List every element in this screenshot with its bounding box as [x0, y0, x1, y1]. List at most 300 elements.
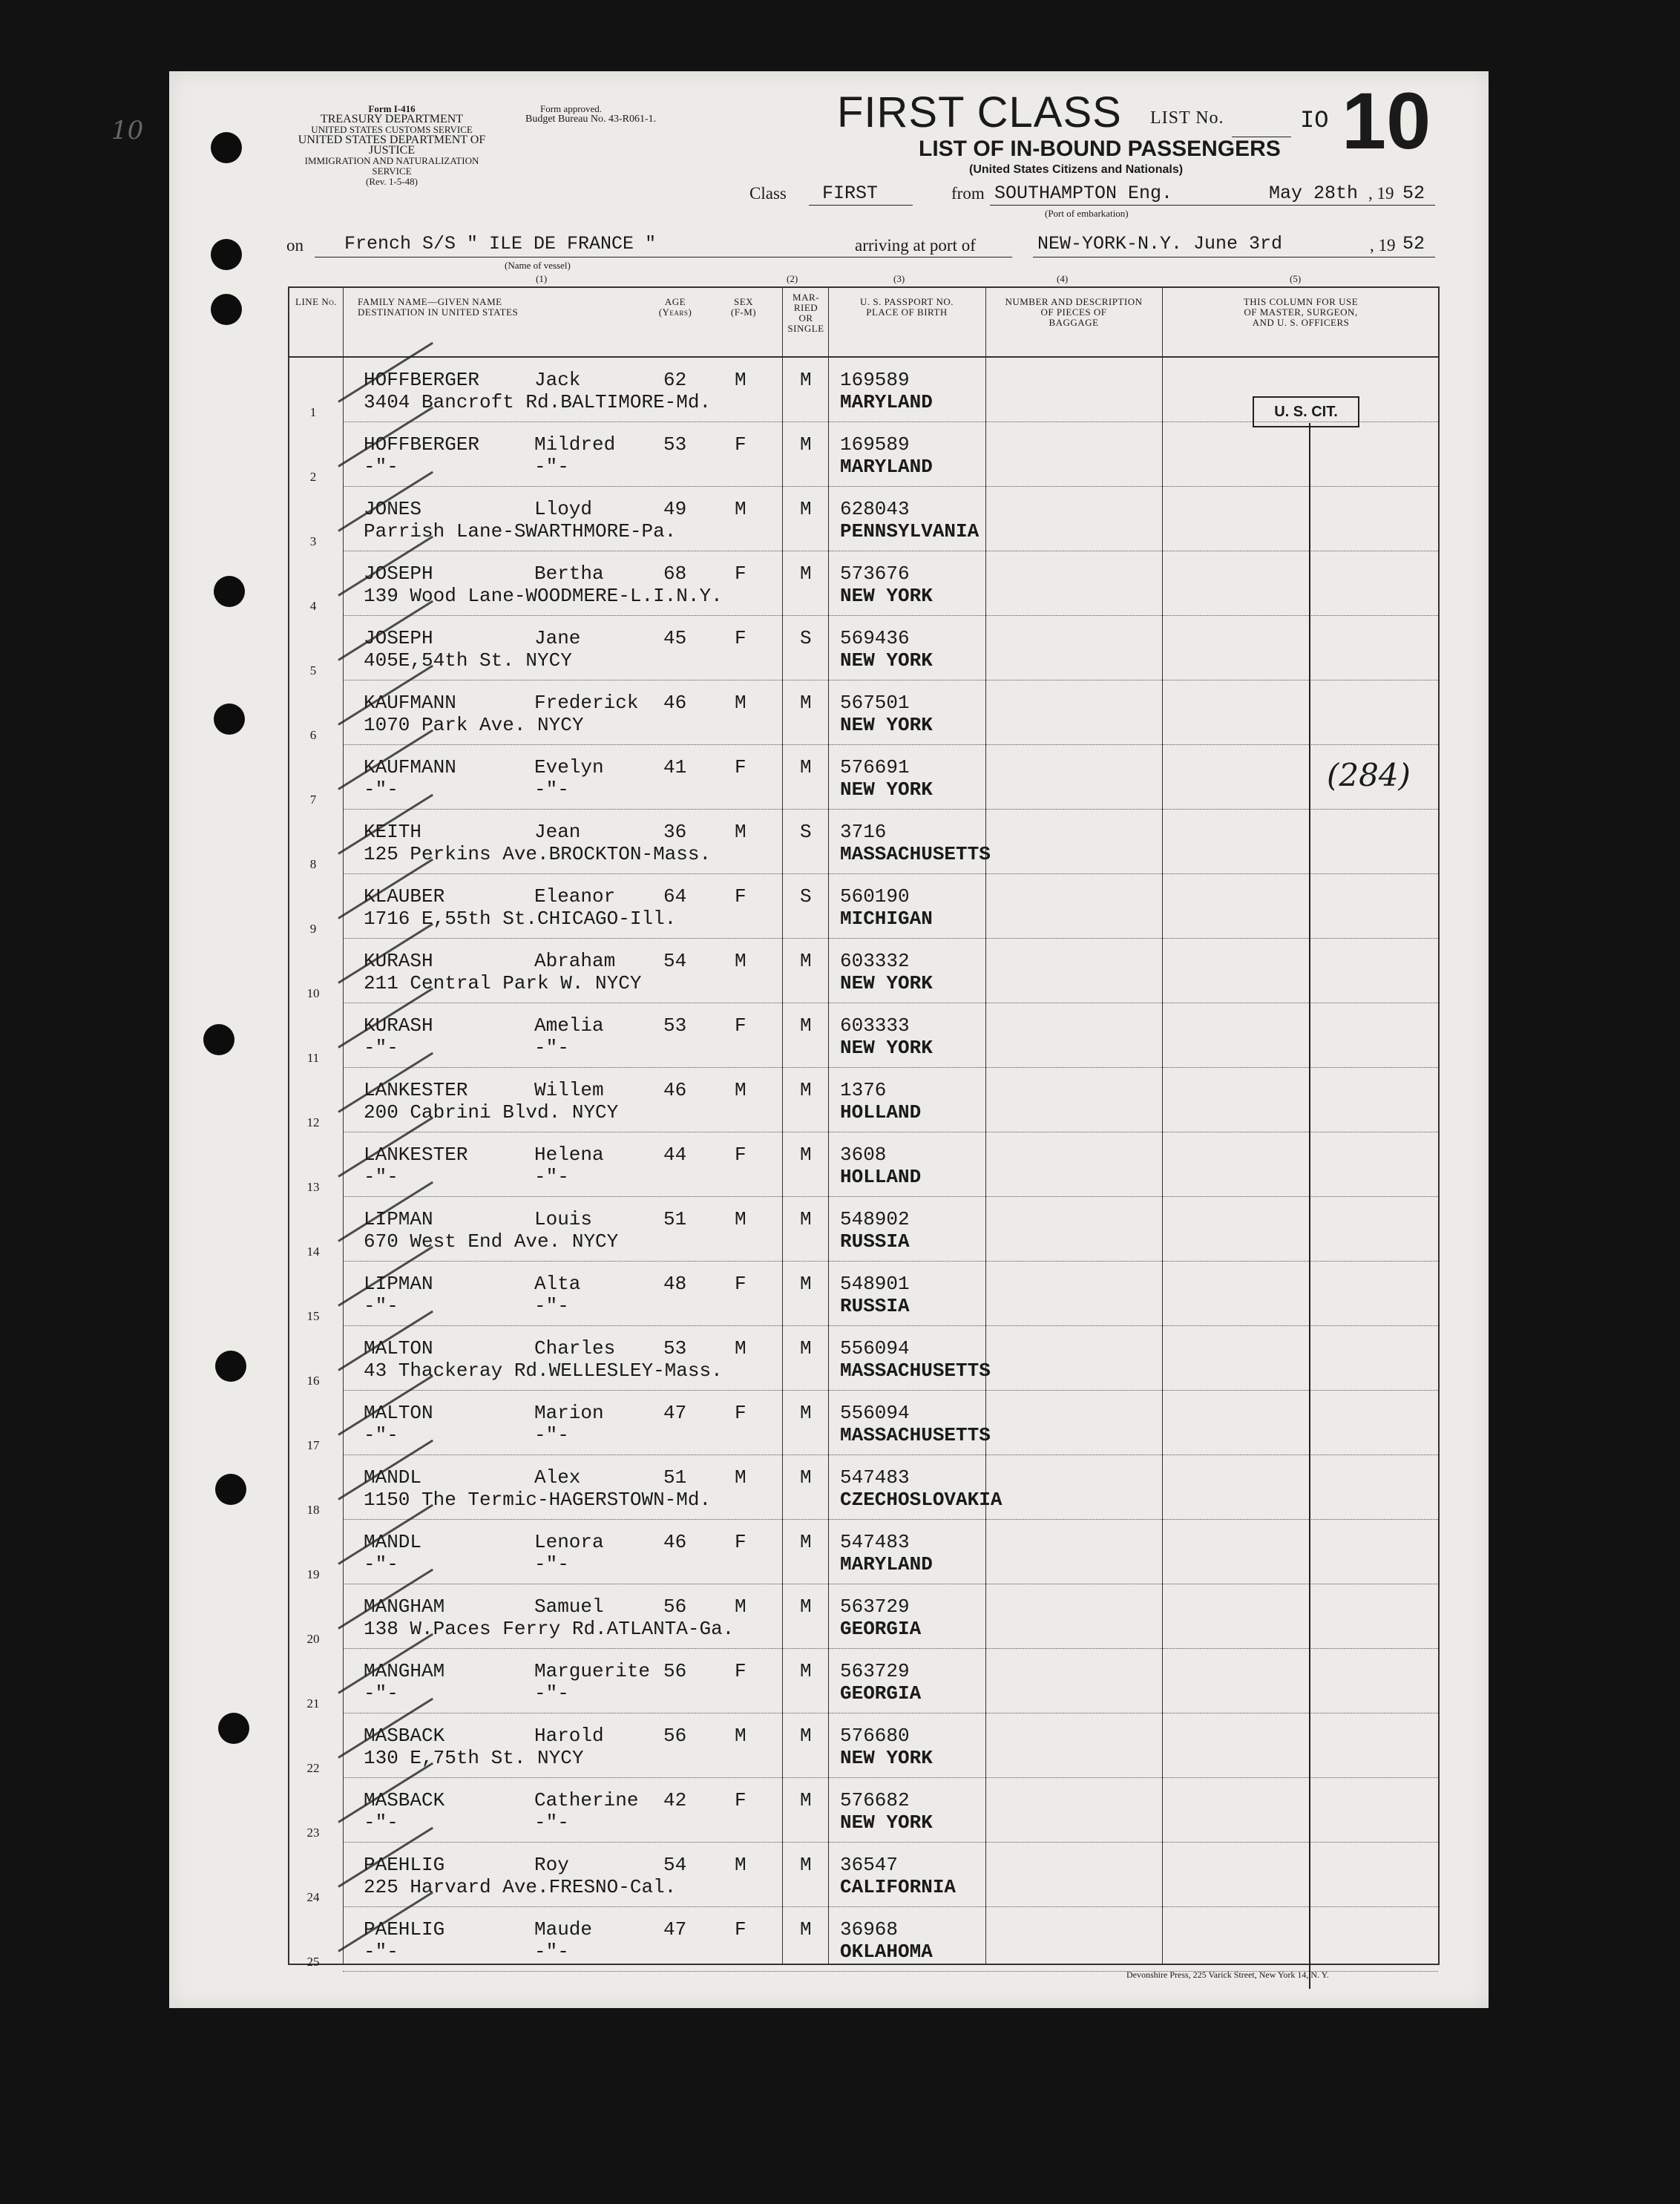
- row-sex: F: [735, 1789, 747, 1811]
- row-marital: M: [800, 1789, 812, 1811]
- row-passport: 547483: [840, 1531, 910, 1553]
- row-given-name: Mildred: [534, 433, 616, 456]
- row-given-name: Lloyd: [534, 498, 593, 520]
- row-marital: M: [800, 1208, 812, 1230]
- punch-hole: [214, 703, 245, 735]
- row-passport: 603333: [840, 1014, 910, 1037]
- row-line-number: 11: [306, 1051, 320, 1065]
- row-line-number: 19: [306, 1567, 320, 1581]
- table-row: [289, 1132, 1438, 1197]
- row-sex: M: [735, 1079, 747, 1101]
- vessel-rule: [315, 257, 1012, 258]
- row-age: 64: [663, 885, 687, 908]
- row-sex: F: [735, 1402, 747, 1424]
- row-birthplace: NEW YORK: [840, 585, 933, 607]
- row-given-name: Alta: [534, 1273, 581, 1295]
- row-destination: -"-: [364, 1682, 398, 1705]
- row-family-name: JONES: [364, 498, 422, 520]
- from-rule: [990, 205, 1435, 206]
- table-row: [289, 422, 1438, 487]
- row-family-name: MALTON: [364, 1402, 433, 1424]
- row-sex: M: [735, 1208, 747, 1230]
- row-given-ditto: -"-: [534, 1424, 569, 1446]
- table-row: [289, 1843, 1438, 1907]
- class-rule: [809, 205, 913, 206]
- row-sex: M: [735, 1595, 747, 1618]
- embarkation-date: May 28th: [1269, 183, 1359, 204]
- row-age: 46: [663, 692, 687, 714]
- row-age: 53: [663, 1014, 687, 1037]
- form-approved: Form approved.: [540, 103, 603, 114]
- punch-hole: [218, 1713, 249, 1744]
- row-line-number: 5: [309, 663, 317, 678]
- row-marital: M: [800, 950, 812, 972]
- row-age: 68: [663, 563, 687, 585]
- row-passport: 547483: [840, 1466, 910, 1489]
- row-marital: M: [800, 1660, 812, 1682]
- row-line-number: 8: [309, 857, 317, 871]
- table-row: [289, 1520, 1438, 1584]
- header-name: FAMILY NAME—GIVEN NAME DESTINATION IN UNITED STATES: [358, 296, 519, 318]
- row-birthplace: GEORGIA: [840, 1682, 922, 1705]
- row-family-name: MANGHAM: [364, 1660, 445, 1682]
- row-given-ditto: -"-: [534, 1166, 569, 1188]
- row-family-name: HOFFBERGER: [364, 433, 480, 456]
- row-destination: -"-: [364, 1553, 398, 1575]
- row-sex: F: [735, 885, 747, 908]
- row-destination: 670 West End Ave. NYCY: [364, 1230, 619, 1253]
- row-birthplace: MASSACHUSETTS: [840, 1424, 991, 1446]
- row-passport: 628043: [840, 498, 910, 520]
- class-label: Class: [749, 184, 787, 203]
- row-sex: M: [735, 1725, 747, 1747]
- col-number-1: (1): [536, 273, 548, 284]
- row-birthplace: CALIFORNIA: [840, 1876, 957, 1898]
- row-given-ditto: -"-: [534, 1037, 569, 1059]
- vessel-caption: (Name of vessel): [505, 260, 571, 271]
- row-family-name: MASBACK: [364, 1725, 445, 1747]
- row-family-name: KAUFMANN: [364, 692, 456, 714]
- row-destination: -"-: [364, 1424, 398, 1446]
- row-family-name: JOSEPH: [364, 627, 433, 649]
- row-passport: 563729: [840, 1660, 910, 1682]
- header-passport: U. S. PASSPORT NO. PLACE OF BIRTH: [860, 296, 954, 318]
- row-sex: F: [735, 563, 747, 585]
- arrival-port-date: NEW-YORK-N.Y. June 3rd: [1037, 233, 1283, 255]
- table-row: [289, 939, 1438, 1003]
- row-given-name: Abraham: [534, 950, 616, 972]
- row-marital: M: [800, 369, 812, 391]
- row-family-name: JOSEPH: [364, 563, 433, 585]
- list-number-prefix: IO: [1300, 107, 1329, 134]
- row-line-number: 21: [306, 1696, 320, 1711]
- row-birthplace: NEW YORK: [840, 972, 933, 994]
- row-given-name: Bertha: [534, 563, 604, 585]
- row-line-number: 23: [306, 1826, 320, 1840]
- table-row: [289, 1907, 1438, 1972]
- row-passport: 563729: [840, 1595, 910, 1618]
- row-birthplace: MASSACHUSETTS: [840, 843, 991, 865]
- row-given-name: Samuel: [534, 1595, 604, 1618]
- row-destination: 139 Wood Lane-WOODMERE-L.I.N.Y.: [364, 585, 723, 607]
- row-birthplace: NEW YORK: [840, 1747, 933, 1769]
- punch-hole: [215, 1351, 246, 1382]
- row-line-number: 10: [306, 986, 320, 1000]
- row-given-name: Jane: [534, 627, 581, 649]
- row-destination: 125 Perkins Ave.BROCKTON-Mass.: [364, 843, 712, 865]
- row-marital: S: [800, 627, 812, 649]
- row-family-name: MANDL: [364, 1466, 422, 1489]
- row-line-number: 20: [306, 1632, 320, 1646]
- table-row: [289, 680, 1438, 745]
- row-sex: M: [735, 1337, 747, 1360]
- row-family-name: LIPMAN: [364, 1273, 433, 1295]
- row-age: 49: [663, 498, 687, 520]
- row-marital: M: [800, 1337, 812, 1360]
- row-family-name: MASBACK: [364, 1789, 445, 1811]
- row-destination: 1716 E,55th St.CHICAGO-Ill.: [364, 908, 677, 930]
- row-given-name: Charles: [534, 1337, 616, 1360]
- row-birthplace: MICHIGAN: [840, 908, 933, 930]
- row-destination: 1070 Park Ave. NYCY: [364, 714, 584, 736]
- row-destination: Parrish Lane-SWARTHMORE-Pa.: [364, 520, 677, 542]
- row-given-ditto: -"-: [534, 456, 569, 478]
- from-label: from: [951, 184, 985, 203]
- row-birthplace: MARYLAND: [840, 391, 933, 413]
- row-marital: M: [800, 756, 812, 778]
- row-passport: 3716: [840, 821, 887, 843]
- dept-treasury: TREASURY DEPARTMENT: [320, 113, 464, 125]
- row-destination: -"-: [364, 456, 398, 478]
- row-passport: 603332: [840, 950, 910, 972]
- table-row: [289, 1649, 1438, 1713]
- table-row: [289, 1391, 1438, 1455]
- punch-hole: [211, 294, 242, 325]
- row-family-name: MALTON: [364, 1337, 433, 1360]
- row-destination: 225 Harvard Ave.FRESNO-Cal.: [364, 1876, 677, 1898]
- row-line-number: 6: [309, 728, 317, 742]
- row-marital: M: [800, 563, 812, 585]
- punch-hole: [211, 132, 242, 163]
- header-baggage: NUMBER AND DESCRIPTION OF PIECES OF BAGGAGE: [1005, 296, 1143, 328]
- row-sex: M: [735, 369, 747, 391]
- printer-imprint: Devonshire Press, 225 Varick Street, New York 14, N. Y.: [1126, 1970, 1329, 1980]
- row-destination: -"-: [364, 778, 398, 801]
- row-given-name: Catherine: [534, 1789, 639, 1811]
- row-marital: S: [800, 885, 812, 908]
- year-suffix: 52: [1402, 183, 1425, 204]
- row-given-name: Marion: [534, 1402, 604, 1424]
- row-line-number: 4: [309, 599, 317, 613]
- row-sex: F: [735, 1531, 747, 1553]
- row-sex: F: [735, 1144, 747, 1166]
- table-row: [289, 616, 1438, 680]
- row-sex: F: [735, 1014, 747, 1037]
- form-agency-block: [288, 104, 496, 187]
- arriving-label: arriving at port of: [855, 236, 976, 255]
- punch-hole: [215, 1474, 246, 1505]
- list-subtitle: (United States Citizens and Nationals): [969, 163, 1184, 176]
- table-row: [289, 874, 1438, 939]
- row-given-name: Evelyn: [534, 756, 604, 778]
- officer-vertical-mark: [1309, 423, 1310, 1989]
- row-line-number: 15: [306, 1309, 320, 1323]
- row-family-name: LANKESTER: [364, 1144, 468, 1166]
- row-destination: -"-: [364, 1295, 398, 1317]
- form-id: Form I-416: [368, 103, 416, 114]
- row-age: 51: [663, 1208, 687, 1230]
- row-passport: 548901: [840, 1273, 910, 1295]
- row-family-name: PAEHLIG: [364, 1854, 445, 1876]
- row-sex: F: [735, 1918, 747, 1941]
- row-marital: M: [800, 1079, 812, 1101]
- row-destination: -"-: [364, 1941, 398, 1963]
- table-row: [289, 1455, 1438, 1520]
- table-row: [289, 1713, 1438, 1778]
- punch-hole: [203, 1024, 234, 1055]
- row-age: 44: [663, 1144, 687, 1166]
- row-given-ditto: -"-: [534, 1811, 569, 1834]
- row-given-name: Eleanor: [534, 885, 616, 908]
- row-marital: M: [800, 1402, 812, 1424]
- row-line-number: 9: [309, 922, 317, 936]
- row-line-number: 1: [309, 405, 317, 419]
- row-sex: M: [735, 1466, 747, 1489]
- row-sex: F: [735, 756, 747, 778]
- row-sex: M: [735, 692, 747, 714]
- row-destination: 3404 Bancroft Rd.BALTIMORE-Md.: [364, 391, 712, 413]
- year-prefix: , 19: [1368, 184, 1394, 203]
- row-passport: 556094: [840, 1337, 910, 1360]
- row-given-name: Louis: [534, 1208, 593, 1230]
- row-family-name: MANGHAM: [364, 1595, 445, 1618]
- row-given-name: Roy: [534, 1854, 569, 1876]
- row-family-name: KLAUBER: [364, 885, 445, 908]
- row-passport: 556094: [840, 1402, 910, 1424]
- row-destination: 43 Thackeray Rd.WELLESLEY-Mass.: [364, 1360, 723, 1382]
- row-birthplace: NEW YORK: [840, 714, 933, 736]
- class-title: FIRST CLASS: [837, 88, 1122, 137]
- row-destination: 138 W.Paces Ferry Rd.ATLANTA-Ga.: [364, 1618, 735, 1640]
- row-age: 42: [663, 1789, 687, 1811]
- row-age: 36: [663, 821, 687, 843]
- row-destination: 405E,54th St. NYCY: [364, 649, 572, 672]
- row-passport: 169589: [840, 433, 910, 456]
- row-sex: F: [735, 1273, 747, 1295]
- row-given-name: Helena: [534, 1144, 604, 1166]
- row-marital: M: [800, 1014, 812, 1037]
- row-age: 45: [663, 627, 687, 649]
- header-line-no: LINE No.: [295, 296, 337, 307]
- row-family-name: LIPMAN: [364, 1208, 433, 1230]
- row-given-name: Lenora: [534, 1531, 604, 1553]
- row-destination: -"-: [364, 1037, 398, 1059]
- table-row: [289, 551, 1438, 616]
- header-age: AGE (Years): [658, 296, 692, 318]
- row-age: 56: [663, 1595, 687, 1618]
- row-sex: F: [735, 433, 747, 456]
- row-passport: 169589: [840, 369, 910, 391]
- row-line-number: 16: [306, 1374, 320, 1388]
- row-passport: 576691: [840, 756, 910, 778]
- row-passport: 567501: [840, 692, 910, 714]
- row-line-number: 25: [306, 1955, 320, 1969]
- row-marital: M: [800, 1595, 812, 1618]
- row-family-name: KURASH: [364, 1014, 433, 1037]
- dept-treasury-sub: UNITED STATES CUSTOMS SERVICE: [311, 124, 473, 135]
- row-given-ditto: -"-: [534, 1941, 569, 1963]
- manifest-page: [111, 71, 1489, 2008]
- form-revision: (Rev. 1-5-48): [366, 176, 418, 187]
- row-birthplace: NEW YORK: [840, 1811, 933, 1834]
- row-marital: S: [800, 821, 812, 843]
- table-row: [289, 1584, 1438, 1649]
- row-given-name: Willem: [534, 1079, 604, 1101]
- col-number-3: (3): [893, 273, 905, 284]
- row-birthplace: NEW YORK: [840, 778, 933, 801]
- passenger-table: [288, 286, 1440, 1969]
- row-destination: -"-: [364, 1811, 398, 1834]
- row-passport: 36547: [840, 1854, 899, 1876]
- row-birthplace: HOLLAND: [840, 1166, 922, 1188]
- arrival-rule: [1033, 257, 1435, 258]
- arrival-year-suffix: 52: [1402, 233, 1425, 255]
- row-line-number: 22: [306, 1761, 320, 1775]
- header-officers: THIS COLUMN FOR USE OF MASTER, SURGEON, AND U. S. OFFICERS: [1243, 296, 1359, 328]
- col-number-2: (2): [787, 273, 798, 284]
- row-family-name: MANDL: [364, 1531, 422, 1553]
- list-number: 10: [1342, 76, 1431, 165]
- table-row: [289, 1262, 1438, 1326]
- row-birthplace: MARYLAND: [840, 1553, 933, 1575]
- citizenship-stamp: U. S. CIT.: [1253, 396, 1359, 427]
- col-number-5: (5): [1290, 273, 1302, 284]
- list-title: LIST OF IN-BOUND PASSENGERS: [919, 137, 1281, 161]
- row-given-name: Maude: [534, 1918, 593, 1941]
- row-family-name: LANKESTER: [364, 1079, 468, 1101]
- embarkation-port: SOUTHAMPTON Eng.: [994, 183, 1173, 204]
- row-age: 53: [663, 1337, 687, 1360]
- row-destination: 1150 The Termic-HAGERSTOWN-Md.: [364, 1489, 712, 1511]
- row-birthplace: RUSSIA: [840, 1295, 910, 1317]
- header-married: MAR- RIED OR SINGLE: [787, 292, 824, 334]
- row-passport: 36968: [840, 1918, 899, 1941]
- row-line-number: 14: [306, 1244, 320, 1259]
- row-marital: M: [800, 498, 812, 520]
- row-birthplace: RUSSIA: [840, 1230, 910, 1253]
- row-given-ditto: -"-: [534, 1553, 569, 1575]
- row-line-number: 17: [306, 1438, 320, 1452]
- dept-justice: UNITED STATES DEPARTMENT OF JUSTICE: [298, 134, 486, 157]
- handwritten-note: (284): [1327, 757, 1411, 793]
- list-number-label: LIST No.: [1150, 108, 1224, 128]
- row-destination: 200 Cabrini Blvd. NYCY: [364, 1101, 619, 1124]
- row-given-name: Amelia: [534, 1014, 604, 1037]
- row-age: 54: [663, 1854, 687, 1876]
- row-given-name: Jean: [534, 821, 581, 843]
- row-age: 47: [663, 1918, 687, 1941]
- row-given-name: Jack: [534, 369, 581, 391]
- row-age: 48: [663, 1273, 687, 1295]
- dept-justice-sub: IMMIGRATION AND NATURALIZATION SERVICE: [304, 155, 479, 177]
- row-birthplace: OKLAHOMA: [840, 1941, 933, 1963]
- row-age: 56: [663, 1660, 687, 1682]
- row-marital: M: [800, 1854, 812, 1876]
- row-marital: M: [800, 1466, 812, 1489]
- row-family-name: KURASH: [364, 950, 433, 972]
- margin-note: 10: [111, 116, 144, 145]
- table-row: [289, 810, 1438, 874]
- row-line-number: 18: [306, 1503, 320, 1517]
- row-sex: M: [735, 950, 747, 972]
- port-caption: (Port of embarkation): [1045, 208, 1129, 219]
- row-age: 53: [663, 433, 687, 456]
- row-birthplace: GEORGIA: [840, 1618, 922, 1640]
- row-given-ditto: -"-: [534, 1682, 569, 1705]
- row-birthplace: CZECHOSLOVAKIA: [840, 1489, 1003, 1511]
- row-age: 62: [663, 369, 687, 391]
- table-row: [289, 1326, 1438, 1391]
- row-birthplace: PENNSYLVANIA: [840, 520, 980, 542]
- punch-hole: [211, 239, 242, 270]
- row-passport: 1376: [840, 1079, 887, 1101]
- row-age: 47: [663, 1402, 687, 1424]
- row-line-number: 2: [309, 470, 317, 484]
- vessel-name: French S/S " ILE DE FRANCE ": [344, 233, 657, 255]
- row-marital: M: [800, 692, 812, 714]
- table-row: [289, 1197, 1438, 1262]
- row-given-name: Harold: [534, 1725, 604, 1747]
- row-given-ditto: -"-: [534, 1295, 569, 1317]
- row-line-number: 7: [309, 793, 317, 807]
- row-passport: 573676: [840, 563, 910, 585]
- row-destination: 130 E,75th St. NYCY: [364, 1747, 584, 1769]
- row-age: 54: [663, 950, 687, 972]
- table-row: [289, 1778, 1438, 1843]
- row-birthplace: NEW YORK: [840, 649, 933, 672]
- row-passport: 576680: [840, 1725, 910, 1747]
- table-row: [289, 1068, 1438, 1132]
- class-value: FIRST: [822, 183, 879, 204]
- row-line-number: 3: [309, 534, 317, 548]
- row-birthplace: HOLLAND: [840, 1101, 922, 1124]
- row-marital: M: [800, 1725, 812, 1747]
- row-given-name: Frederick: [534, 692, 639, 714]
- row-age: 56: [663, 1725, 687, 1747]
- on-label: on: [286, 236, 303, 255]
- row-destination: -"-: [364, 1166, 398, 1188]
- row-destination: 211 Central Park W. NYCY: [364, 972, 642, 994]
- row-family-name: PAEHLIG: [364, 1918, 445, 1941]
- row-marital: M: [800, 433, 812, 456]
- row-given-name: Alex: [534, 1466, 581, 1489]
- header-sex: SEX (F-M): [730, 296, 757, 318]
- row-line-number: 13: [306, 1180, 320, 1194]
- row-sex: M: [735, 498, 747, 520]
- row-birthplace: MARYLAND: [840, 456, 933, 478]
- col-number-4: (4): [1057, 273, 1069, 284]
- row-passport: 3608: [840, 1144, 887, 1166]
- form-approval-block: [525, 104, 748, 125]
- row-age: 51: [663, 1466, 687, 1489]
- punch-hole: [214, 576, 245, 607]
- row-line-number: 24: [306, 1890, 320, 1904]
- row-marital: M: [800, 1531, 812, 1553]
- row-passport: 548902: [840, 1208, 910, 1230]
- table-row: [289, 1003, 1438, 1068]
- row-age: 46: [663, 1531, 687, 1553]
- row-sex: F: [735, 627, 747, 649]
